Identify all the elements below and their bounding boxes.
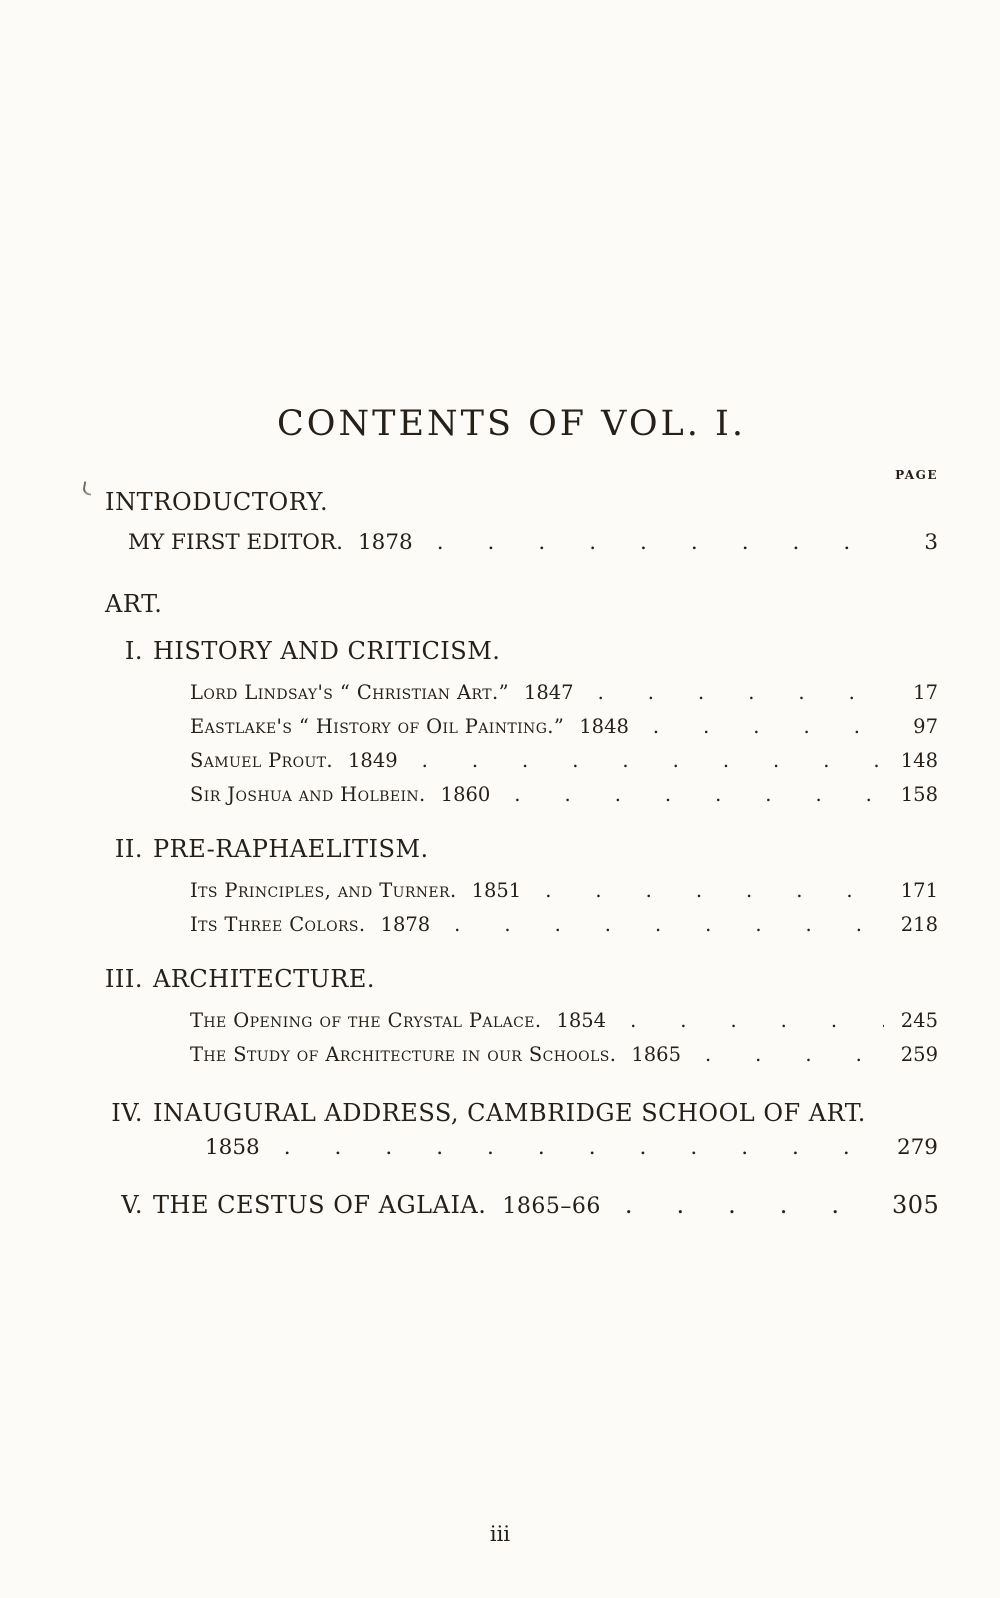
entry-title: The Study of Architecture in our Schools.: [190, 1043, 617, 1066]
entry-title: The Opening of the Crystal Palace.: [190, 1009, 542, 1032]
section-numeral: V.: [121, 1191, 143, 1219]
subsection-heading-cestus-of-aglaia: [85, 1188, 938, 1224]
subsection-title: THE CESTUS OF AGLAIA.: [153, 1191, 487, 1219]
toc-entry-continuation: [205, 1130, 938, 1166]
entry-date: 1849: [348, 749, 398, 772]
subsection-heading-history-criticism: [85, 634, 938, 668]
entry-page-number: 218: [900, 913, 938, 936]
section-numeral: III.: [104, 965, 143, 993]
entry-date: 1851: [471, 879, 522, 902]
entry-date: 1878: [357, 530, 413, 555]
section-numeral: II.: [114, 835, 143, 863]
entry-page-number: 259: [900, 1043, 938, 1066]
subsection-heading-architecture: [85, 962, 938, 996]
entry-title: Eastlake's “ History of Oil Painting.”: [190, 715, 565, 738]
subsection-entries: [190, 676, 938, 812]
entry-date: 1854: [556, 1009, 607, 1032]
entry-title: Its Principles, and Turner.: [190, 879, 457, 902]
toc-entry-my-first-editor: [128, 526, 938, 560]
toc-entry: [190, 1004, 938, 1038]
entry-page-number: 148: [900, 749, 938, 772]
dot-leader: [531, 874, 884, 908]
entry-title: Lord Lindsay's “ Christian Art.”: [190, 681, 509, 704]
toc-entry: [190, 710, 938, 744]
pencil-mark: [82, 481, 93, 495]
subsection-heading-pre-raphaelitism: [85, 832, 938, 866]
entry-date: 1860: [440, 783, 491, 806]
subsection-title: INAUGURAL ADDRESS, CAMBRIDGE SCHOOL OF ART.: [153, 1099, 866, 1127]
entry-date: 1865: [631, 1043, 681, 1066]
entry-date: 1878: [380, 913, 431, 936]
dot-leader: [500, 778, 884, 812]
entry-date: 1848: [579, 715, 629, 738]
toc-entry: [190, 1038, 938, 1072]
toc-content: [85, 0, 938, 1224]
entry-title: Sir Joshua and Holbein.: [190, 783, 426, 806]
section-heading-art: ART.: [105, 590, 163, 618]
dot-leader: [639, 710, 884, 744]
subsection-title: HISTORY AND CRITICISM.: [153, 637, 501, 665]
subsection-entries: [190, 1004, 938, 1072]
dot-leader: [616, 1004, 884, 1038]
toc-entry: [190, 874, 938, 908]
entry-page-number: 3: [924, 530, 938, 555]
entry-page-number: 279: [896, 1135, 938, 1160]
entry-date: 1865–66: [502, 1194, 601, 1219]
entry-page-number: 171: [900, 879, 938, 902]
entry-page-number: 305: [892, 1191, 940, 1219]
toc-entry: [190, 676, 938, 710]
subsection-title: PRE-RAPHAELITISM.: [153, 835, 429, 863]
section-heading-introductory: [105, 488, 938, 516]
dot-leader: [270, 1130, 884, 1166]
section-heading-label: INTRODUCTORY.: [105, 488, 329, 516]
entry-page-number: 97: [913, 715, 938, 738]
subsection-entries: [190, 874, 938, 942]
entry-page-number: 17: [913, 681, 938, 704]
section-numeral: IV.: [111, 1099, 143, 1127]
dot-leader: [691, 1038, 884, 1072]
toc-entry: [190, 744, 938, 778]
entry-date: 1847: [523, 681, 574, 704]
dot-leader: [584, 676, 884, 710]
dot-leader: [440, 908, 884, 942]
entry-title: MY FIRST EDITOR.: [128, 530, 343, 555]
section-numeral: I.: [124, 637, 143, 665]
toc-entry: [190, 908, 938, 942]
page-title: CONTENTS OF VOL. I.: [277, 404, 746, 444]
entry-title: Its Three Colors.: [190, 913, 366, 936]
toc-entry: [190, 778, 938, 812]
entry-title: Samuel Prout.: [190, 749, 333, 772]
folio-page-number: iii: [489, 1522, 511, 1546]
entry-page-number: 245: [900, 1009, 938, 1032]
page-column-label: PAGE: [895, 468, 938, 482]
entry-page-number: 158: [900, 783, 938, 806]
entry-date: 1858: [205, 1135, 260, 1160]
subsection-heading-inaugural-address: [85, 1096, 938, 1130]
subsection-title: ARCHITECTURE.: [153, 965, 376, 993]
dot-leader: [408, 744, 884, 778]
dot-leader: [423, 526, 884, 560]
dot-leader: [611, 1188, 884, 1222]
